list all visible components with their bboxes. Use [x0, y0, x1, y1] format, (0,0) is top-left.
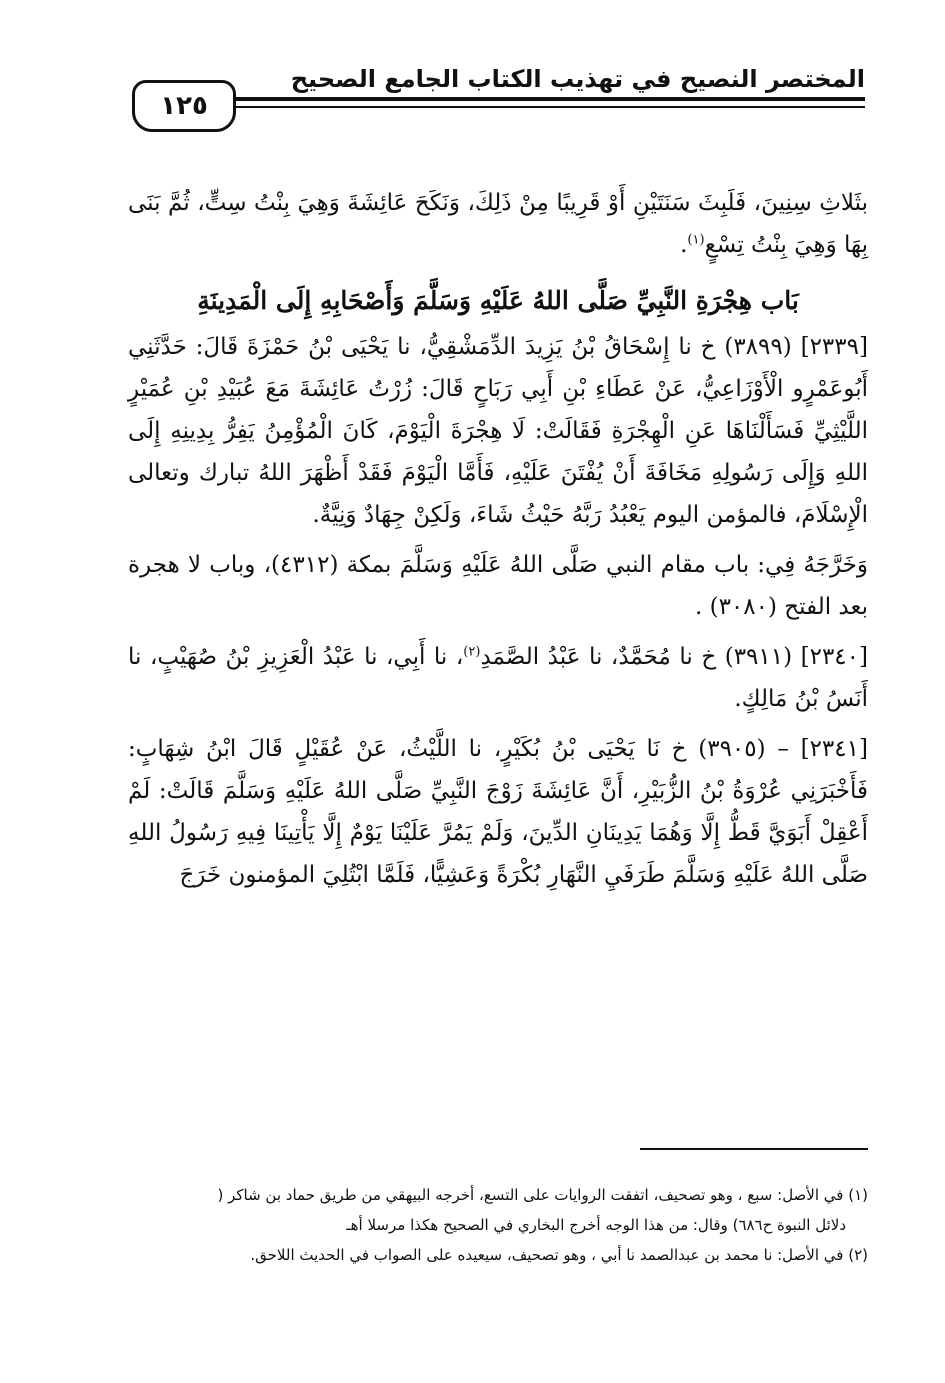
running-title: المختصر النصيح في تهذيب الكتاب الجامع الصحيح [290, 65, 865, 93]
hadith-2339: [٢٣٣٩] (٣٨٩٩) خ نا إِسْحَاقُ بْنُ يَزِيدَ الدِّمَشْقِيُّ، نا يَحْيَى بْنُ حَمْزَةَ قَالَ: حَدَّثَنِي أَبُوعَمْرٍو الْأَوْزَاعِيُّ، عَنْ عَطَاءِ بْنِ أَبِي رَبَاحٍ قَالَ: زُرْتُ عَائِشَةَ مَعَ عُبَيْدِ بْنِ عُمَيْرٍ اللَّيْثِيِّ فَسَأَلْنَاهَا عَنِ الْهِجْرَةِ فَقَالَتْ: لَا هِجْرَةَ الْيَوْمَ، كَانَ الْمُؤْمِنُ يَفِرُّ بِدِينِهِ إِلَى اللهِ وَإِلَى رَسُولِهِ مَخَافَةَ أَنْ يُفْتَنَ عَلَيْهِ، فَأَمَّا الْيَوْمَ فَقَدْ أَظْهَرَ اللهُ تبارك وتعالى الْإِسْلَامَ، فالمؤمن اليوم يَعْبُدُ رَبَّهُ حَيْثُ شَاءَ، وَلَكِنْ جِهَادٌ وَنِيَّةٌ. [128, 334, 868, 528]
hadith-2340 [128, 636, 868, 720]
paragraph-text: [٢٣٤٠] (٣٩١١) خ نا مُحَمَّدٌ، نا عَبْدُ الصَّمَدِ [480, 644, 868, 670]
paragraph-text: ، نا أَبِي، نا عَبْدُ الْعَزِيزِ بْنُ صُهَيْبٍ، نا أَنَسُ بْنُ مَالِكٍ. [128, 644, 868, 712]
main-text [128, 182, 868, 896]
page-number: ١٢٥ [132, 80, 236, 132]
section-heading: بَاب هِجْرَةِ النَّبِيِّ صَلَّى اللهُ عَلَيْهِ وَسَلَّمَ وَأَصْحَابِهِ إِلَى الْمَدِينَةِ [197, 286, 799, 315]
footnote-2: (٢) في الأصل: نا محمد بن عبدالصمد نا أبي ، وهو تصحيف، سيعيده على الصواب في الحديث اللاحق. [250, 1246, 868, 1264]
footnote-1-line-2: دلائل النبوة ح٦٨٦) وقال: من هذا الوجه أخرج البخاري في الصحيح هكذا مرسلا أهـ [346, 1216, 846, 1234]
footnote-1-line-1: (١) في الأصل: سبع ، وهو تصحيف، اتفقت الروايات على التسع، أخرجه البيهقي من طريق حماد بن شاكر ( [217, 1186, 868, 1204]
footnote-marker-2[interactable]: (٢) [463, 644, 481, 660]
footnotes [128, 1180, 868, 1270]
header-rule-thick [236, 97, 865, 101]
paragraph-text: بثَلاثِ سِنِينَ، فَلَبِثَ سَنَتَيْنِ أَوْ قَرِيبًا مِنْ ذَلِكَ، وَنَكَحَ عَائِشَةَ وَهِيَ بِنْتُ سِتٍّ، ثُمَّ بَنَى بِهَا وَهِيَ بِنْتُ تِسْعٍ [128, 190, 868, 258]
header-rule-thin [236, 106, 865, 108]
footnote-marker-1[interactable]: (١) [687, 232, 705, 248]
takhrij-note: وَخَرَّجَهُ فِي: باب مقام النبي صَلَّى اللهُ عَلَيْهِ وَسَلَّمَ بمكة (٤٣١٢)، وباب لا هجرة بعد الفتح (٣٠٨٠) . [128, 552, 868, 620]
paragraph-end: . [680, 232, 688, 258]
paragraph-continuation [128, 182, 868, 266]
footnote-divider [640, 1148, 868, 1150]
hadith-2341: [٢٣٤١] – (٣٩٠٥) خ نَا يَحْيَى بْنُ بُكَيْرٍ، نا اللَّيْثُ، عَنْ عُقَيْلٍ قَالَ ابْنُ شِهَابٍ: فَأَخْبَرَنِي عُرْوَةُ بْنُ الزُّبَيْرِ، أَنَّ عَائِشَةَ زَوْجَ النَّبِيِّ صَلَّى اللهُ عَلَيْهِ وَسَلَّمَ قَالَتْ: لَمْ أَعْقِلْ أَبَوَيَّ قَطُّ إِلَّا وَهُمَا يَدِينَانِ الدِّينَ، وَلَمْ يَمُرَّ عَلَيْنَا يَوْمٌ إِلَّا يَأْتِينَا فِيهِ رَسُولُ اللهِ صَلَّى اللهُ عَلَيْهِ وَسَلَّمَ طَرَفَيِ النَّهَارِ بُكْرَةً وَعَشِيًّا، فَلَمَّا ابْتُلِيَ المؤمنون خَرَجَ [128, 736, 868, 888]
